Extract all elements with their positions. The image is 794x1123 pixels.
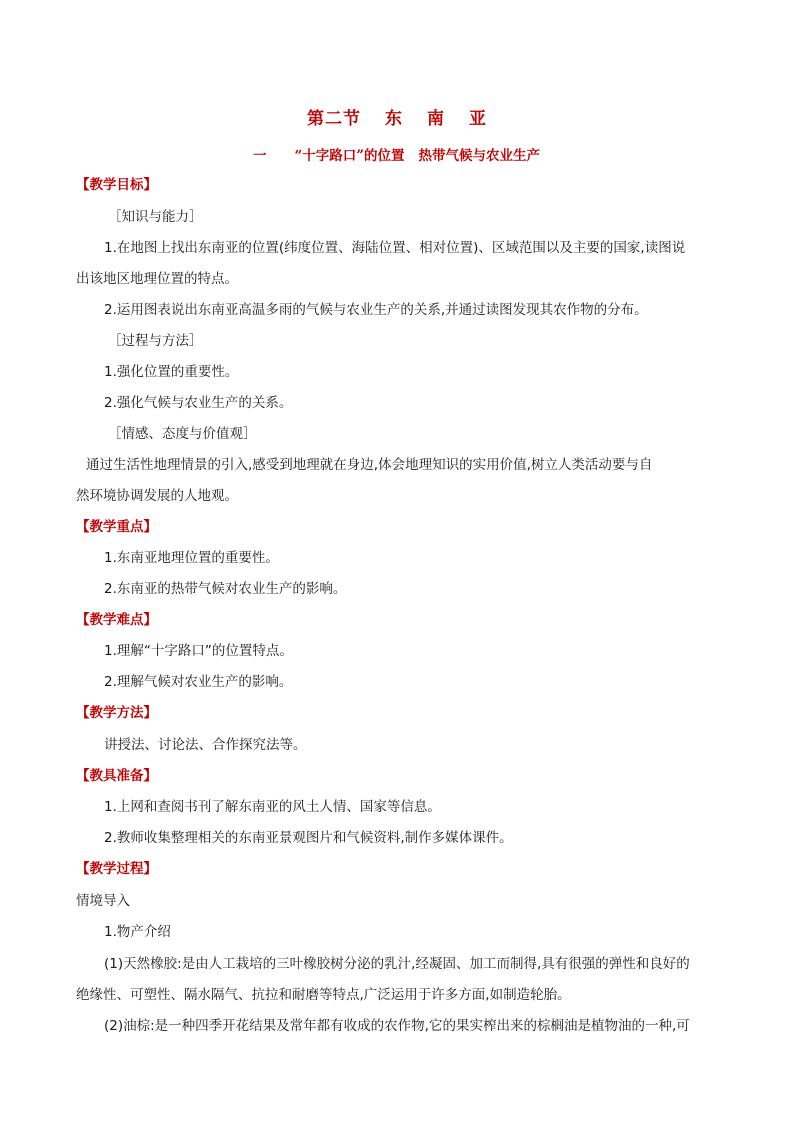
methods-heading: 【教学方法】 <box>76 705 157 721</box>
objectives-heading: 【教学目标】 <box>76 177 157 193</box>
process-intro: 情境导入 <box>76 893 130 909</box>
knowledge-label: ［知识与能力］ <box>108 209 203 225</box>
rubber-line1: (1)天然橡胶:是由人工栽培的三叶橡胶树分泌的乳汁,经凝固、加工而制得,具有很强的弹性和良好的 <box>104 956 690 972</box>
subtitle-number: 一 <box>253 148 267 164</box>
palm-line1: (2)油棕:是一种四季开花结果及常年都有收成的农作物,它的果实榨出来的棕榈油是植物油的一种,可 <box>104 1018 690 1034</box>
key-points-heading: 【教学重点】 <box>76 519 157 535</box>
process-label: ［过程与方法］ <box>108 333 203 349</box>
page-title <box>0 104 794 129</box>
title-char-2: 南 <box>427 109 445 129</box>
preparation-heading: 【教具准备】 <box>76 768 157 784</box>
objective-k1-line1: 1.在地图上找出东南亚的位置(纬度位置、海陆位置、相对位置)、区域范围以及主要的国家,读图说 <box>104 240 686 256</box>
process-item-1: 1.物产介绍 <box>104 924 171 940</box>
objective-e-line1: 通过生活性地理情景的引入,感受到地理就在身边,体会地理知识的实用价值,树立人类活动要与自 <box>86 457 653 473</box>
title-char-1: 东 <box>385 109 403 129</box>
objective-e-line2: 然环境协调发展的人地观。 <box>76 488 238 504</box>
method-1: 讲授法、讨论法、合作探究法等。 <box>104 737 307 753</box>
title-section: 第二节 <box>307 109 361 129</box>
difficulty-1: 1.理解“十字路口”的位置特点。 <box>104 643 293 659</box>
subtitle-part-a: “十字路口”的位置 <box>294 148 405 164</box>
objective-p2: 2.强化气候与农业生产的关系。 <box>104 395 293 411</box>
objective-k2: 2.运用图表说出东南亚高温多雨的气候与农业生产的关系,并通过读图发现其农作物的分布。 <box>104 302 648 318</box>
key-point-2: 2.东南亚的热带气候对农业生产的影响。 <box>104 581 347 597</box>
difficulty-2: 2.理解气候对农业生产的影响。 <box>104 674 293 690</box>
preparation-1: 1.上网和查阅书刊了解东南亚的风土人情、国家等信息。 <box>104 799 441 815</box>
objective-k1-line2: 出该地区地理位置的特点。 <box>76 271 238 287</box>
emotion-label: ［情感、态度与价值观］ <box>108 426 257 442</box>
difficulties-heading: 【教学难点】 <box>76 612 157 628</box>
key-point-1: 1.东南亚地理位置的重要性。 <box>104 550 279 566</box>
process-heading: 【教学过程】 <box>76 861 157 877</box>
preparation-2: 2.教师收集整理相关的东南亚景观图片和气候资料,制作多媒体课件。 <box>104 830 513 846</box>
title-char-3: 亚 <box>469 109 487 129</box>
rubber-line2: 绝缘性、可塑性、隔水隔气、抗拉和耐磨等特点,广泛运用于许多方面,如制造轮胎。 <box>76 987 571 1003</box>
subtitle-part-b: 热带气候与农业生产 <box>418 148 541 164</box>
page-subtitle <box>253 144 540 164</box>
objective-p1: 1.强化位置的重要性。 <box>104 364 239 380</box>
